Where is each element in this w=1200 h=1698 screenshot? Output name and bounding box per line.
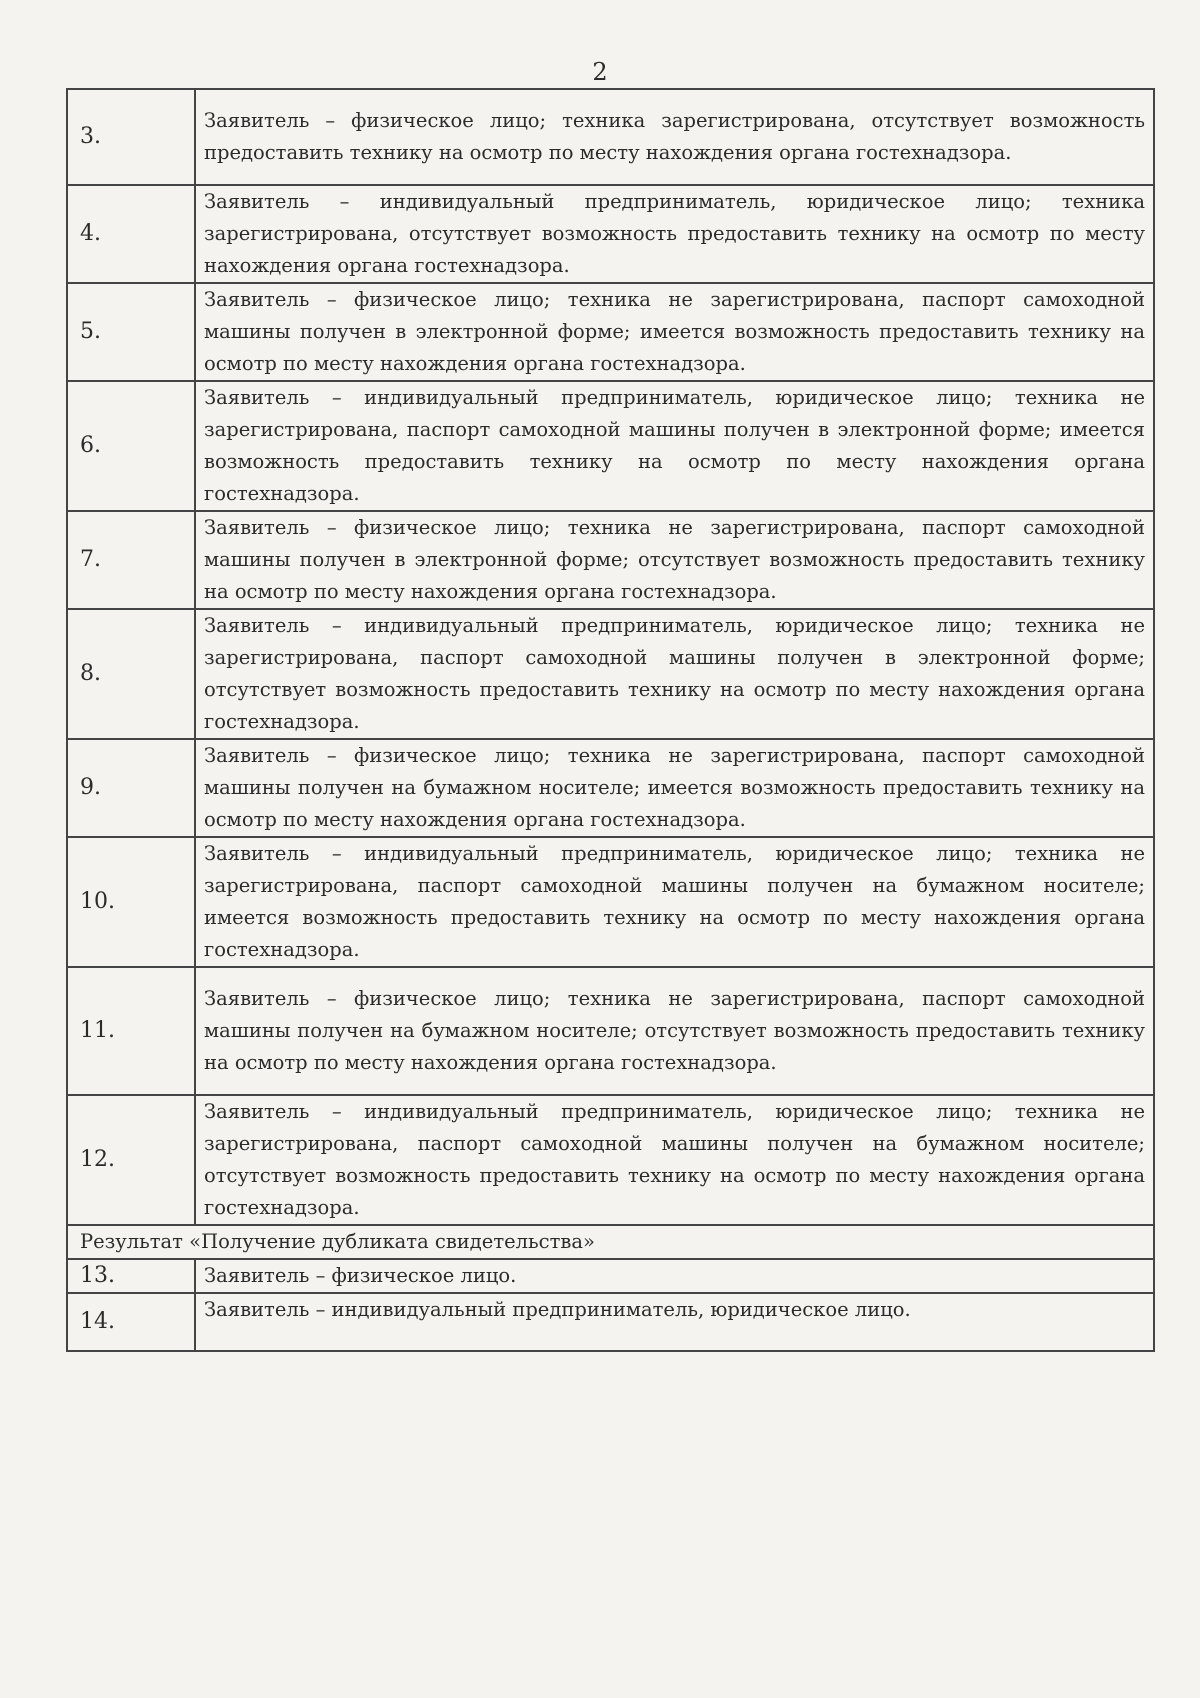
variants-table bbox=[66, 88, 1155, 1352]
row-number: 8. bbox=[67, 609, 195, 739]
table-row bbox=[67, 1095, 1154, 1225]
row-number: 12. bbox=[67, 1095, 195, 1225]
row-description: Заявитель – физическое лицо; техника не зарегистрирована, паспорт самоходной машины получен на бумажном носителе; отсутствует возможность предоставить технику на осмотр по месту нахождения органа гостехнадзора. bbox=[195, 967, 1154, 1095]
table-row bbox=[67, 185, 1154, 283]
row-description: Заявитель – индивидуальный предприниматель, юридическое лицо; техника не зарегистрирована, паспорт самоходной машины получен в электронной форме; имеется возможность предоставить технику на осмотр по месту нахождения органа гостехнадзора. bbox=[195, 381, 1154, 511]
row-number: 13. bbox=[67, 1259, 195, 1293]
row-number: 5. bbox=[67, 283, 195, 381]
table-row bbox=[67, 609, 1154, 739]
table-row bbox=[67, 837, 1154, 967]
row-description: Заявитель – индивидуальный предприниматель, юридическое лицо; техника зарегистрирована, отсутствует возможность предоставить технику на осмотр по месту нахождения органа гостехнадзора. bbox=[195, 185, 1154, 283]
row-number: 3. bbox=[67, 89, 195, 185]
row-number: 11. bbox=[67, 967, 195, 1095]
row-number: 7. bbox=[67, 511, 195, 609]
table-row bbox=[67, 511, 1154, 609]
row-description: Заявитель – индивидуальный предприниматель, юридическое лицо; техника не зарегистрирована, паспорт самоходной машины получен на бумажном носителе; отсутствует возможность предоставить технику на осмотр по месту нахождения органа гостехнадзора. bbox=[195, 1095, 1154, 1225]
table-row bbox=[67, 1259, 1154, 1293]
table-row bbox=[67, 89, 1154, 185]
row-number: 9. bbox=[67, 739, 195, 837]
table-row bbox=[67, 967, 1154, 1095]
row-number: 10. bbox=[67, 837, 195, 967]
row-description: Заявитель – физическое лицо. bbox=[195, 1259, 1154, 1293]
table-row bbox=[67, 739, 1154, 837]
row-description: Заявитель – физическое лицо; техника не зарегистрирована, паспорт самоходной машины получен в электронной форме; имеется возможность предоставить технику на осмотр по месту нахождения органа гостехнадзора. bbox=[195, 283, 1154, 381]
table-row bbox=[67, 381, 1154, 511]
page-number: 2 bbox=[592, 58, 608, 86]
table-row bbox=[67, 283, 1154, 381]
row-description: Заявитель – физическое лицо; техника зарегистрирована, отсутствует возможность предоставить технику на осмотр по месту нахождения органа гостехнадзора. bbox=[195, 89, 1154, 185]
row-number: 6. bbox=[67, 381, 195, 511]
row-number: 4. bbox=[67, 185, 195, 283]
row-description: Заявитель – индивидуальный предприниматель, юридическое лицо; техника не зарегистрирована, паспорт самоходной машины получен в электронной форме; отсутствует возможность предоставить технику на осмотр по месту нахождения органа гостехнадзора. bbox=[195, 609, 1154, 739]
row-description: Заявитель – индивидуальный предприниматель, юридическое лицо; техника не зарегистрирована, паспорт самоходной машины получен на бумажном носителе; имеется возможность предоставить технику на осмотр по месту нахождения органа гостехнадзора. bbox=[195, 837, 1154, 967]
row-number: 14. bbox=[67, 1293, 195, 1351]
row-description: Заявитель – индивидуальный предприниматель, юридическое лицо. bbox=[195, 1293, 1154, 1351]
table-row bbox=[67, 1293, 1154, 1351]
section-header-row bbox=[67, 1225, 1154, 1259]
row-description: Заявитель – физическое лицо; техника не зарегистрирована, паспорт самоходной машины получен в электронной форме; отсутствует возможность предоставить технику на осмотр по месту нахождения органа гостехнадзора. bbox=[195, 511, 1154, 609]
section-title: Результат «Получение дубликата свидетельства» bbox=[67, 1225, 1154, 1259]
row-description: Заявитель – физическое лицо; техника не зарегистрирована, паспорт самоходной машины получен на бумажном носителе; имеется возможность предоставить технику на осмотр по месту нахождения органа гостехнадзора. bbox=[195, 739, 1154, 837]
